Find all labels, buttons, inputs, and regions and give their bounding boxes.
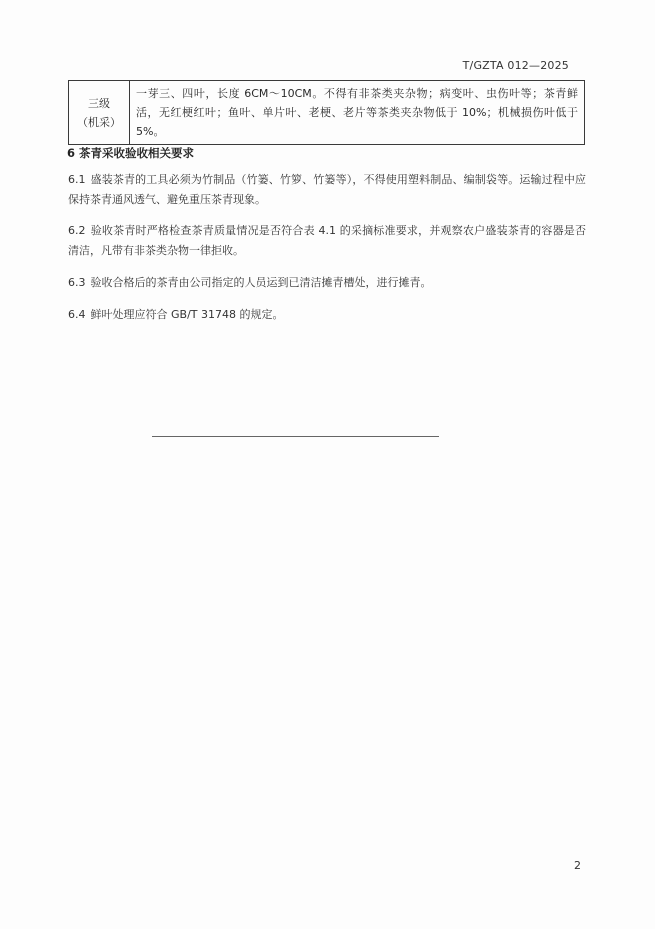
grade-description: 一芽三、四叶，长度 6CM～10CM。不得有非茶类夹杂物；病变叶、虫伤叶等；茶青鲜活，无红梗红叶；鱼叶、单片叶、老梗、老片等茶类夹杂物低于 10%；机械损伤叶低于 5%。 [130, 81, 585, 145]
grade-method: （机采） [77, 115, 121, 129]
clause-text: 盛装茶青的工具必须为竹制品（竹篓、竹箩、竹篓等），不得使用塑料制品、编制袋等。运输过程中应保持茶青通风透气、避免重压茶青现象。 [68, 173, 586, 206]
section-heading: 6 茶青采收验收相关要求 [67, 146, 195, 160]
grade-cell [69, 81, 130, 145]
clause-6-2 [68, 221, 586, 260]
clause-text: 验收茶青时严格检查茶青质量情况是否符合表 4.1 的采摘标准要求，并观察农户盛装茶青的容器是否清洁，凡带有非茶类杂物一律拒收。 [68, 224, 586, 257]
clause-6-4 [68, 305, 586, 325]
clause-number: 6.4 [68, 308, 86, 321]
grade-spec-table [68, 80, 585, 145]
clause-number: 6.3 [68, 276, 86, 289]
grade-label: 三级 [88, 96, 110, 110]
clause-text: 验收合格后的茶青由公司指定的人员运到已清洁摊青槽处，进行摊青。 [90, 276, 432, 289]
table-row [69, 81, 585, 145]
clause-6-3 [68, 273, 586, 293]
clause-text: 鲜叶处理应符合 GB/T 31748 的规定。 [90, 308, 284, 321]
document-id: T/GZTA 012—2025 [462, 59, 569, 72]
page-number: 2 [574, 859, 581, 872]
clause-6-1 [68, 170, 586, 209]
clause-number: 6.2 [68, 224, 86, 237]
end-of-document-rule [152, 436, 439, 437]
clause-number: 6.1 [68, 173, 86, 186]
